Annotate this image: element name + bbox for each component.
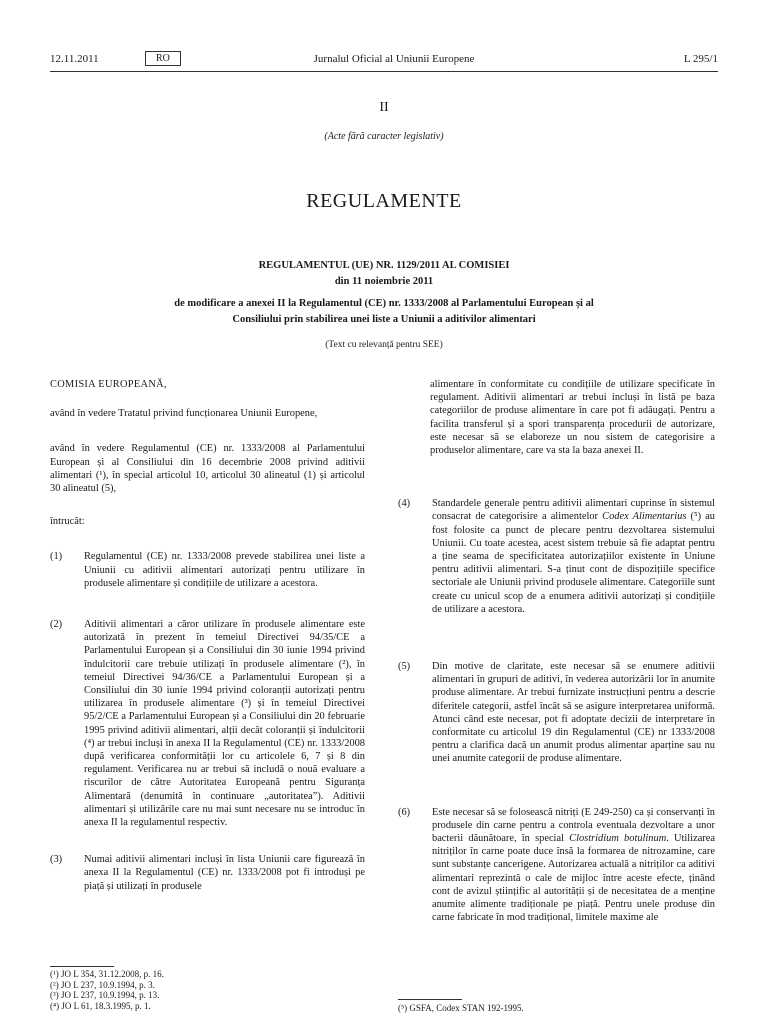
recital-label: (4) — [398, 498, 411, 510]
regulation-title-line4: Consiliului prin stabilirea unei liste a Uniunii a aditivilor alimentari — [232, 314, 536, 325]
recital-label: (5) — [398, 661, 411, 673]
regulation-title-line3: de modificare a anexei II la Regulamentul (CE) nr. 1333/2008 al Parlamentului European și al — [174, 298, 594, 309]
recital-text: Aditivii alimentari a căror utilizare în produsele alimentare este autorizată în prezent în temeiul Directivei 94/35/CE a Parlamentului European și a Consiliului din 30 iunie 1994 privind îndulcitorii care trebuie utilizați în produsele alimentare (²), în temeiul Directivei 94/36/CE a Parlamentului European și a Consiliului din 30 iunie 1994 privind coloranții autorizați pentru utilizarea în produsele alimentare (³) și în temeiul Directivei 95/2/CE a Parlamentului European și a Consiliului din 20 februarie 1995 privind aditivii alimentari, alții decât coloranții și îndulcitorii (⁴) ar trebui incluși în anexa II la Regulamentul (CE) nr. 1333/2008 după verificarea conformității lor cu articolele 6, 7 și 8 din regulament. Verificarea nu ar trebui să includă o nouă evaluare a riscurilor de către Autoritatea Europeană pentru Siguranța Alimentară (denumită în continuare „autoritatea”). Aditivii alimentari și utilizările care nu mai sunt necesare nu se introduc în anexa II la regulamentul respectiv. — [84, 619, 365, 829]
recital-text: Din motive de claritate, este necesar să se enumere aditivii alimentari în grupuri de aditivi, în vederea autorizării lor în anumite produse alimentare. Ar trebui furnizate instrucțiuni pentru a descrie diferitele categorii, astfel încât să se asigure interpretarea uniformă. Atunci când este necesar, pot fi adoptate decizii de interpretare în conformitate cu articolul 19 din Regulamentul (CE) nr 1333/2008 pentru a clarifica dacă un anumit produs alimentar aparține sau nu unei anumite categorii de produse alimentare. — [432, 661, 715, 765]
header-date: 12.11.2011 — [50, 53, 99, 65]
recital-text: Regulamentul (CE) nr. 1333/2008 prevede stabilirea unei liste a Uniunii cu aditivii alimentari autorizați pentru utilizare în produsele alimentare și condițiile de utilizare a acestora. — [84, 551, 365, 589]
recital-label: (6) — [398, 806, 411, 818]
citation-regulation: având în vedere Regulamentul (CE) nr. 1333/2008 al Parlamentului European și al Consiliului din 16 decembrie 2008 privind aditivii alimentari (¹), în special articolul 10, articolul 30 alineatul (1) și articolul 30 alineatul (5), — [50, 443, 365, 495]
codex-italic: Codex Alimentarius — [602, 511, 687, 523]
page-header — [50, 53, 718, 69]
language-badge: RO — [145, 51, 181, 66]
recital-3 — [50, 853, 365, 893]
recital-label: (2) — [50, 619, 63, 631]
footnote: (⁴) JO L 61, 18.3.1995, p. 1. — [50, 1000, 151, 1011]
footnote: (¹) JO L 354, 31.12.2008, p. 16. — [50, 969, 164, 979]
recital-1 — [50, 550, 365, 590]
left-column — [50, 378, 365, 909]
recital-text: Numai aditivii alimentari incluși în lista Uniunii care figurează în anexa II la Regulamentul (CE) nr. 1333/2008 pot fi introduși pe piață și utilizați în produsele — [84, 854, 365, 892]
regulation-title-line1: REGULAMENTUL (UE) NR. 1129/2011 AL COMISIEI — [258, 260, 510, 271]
relevance-note: (Text cu relevanță pentru SEE) — [325, 340, 443, 350]
footnote: (⁵) GSFA, Codex STAN 192-1995. — [398, 1003, 524, 1013]
footnote-rule-left — [50, 966, 114, 967]
citation-treaty: având în vedere Tratatul privind funcționarea Uniunii Europene, — [50, 408, 318, 420]
recital-label: (3) — [50, 854, 63, 866]
recital-4 — [398, 497, 715, 616]
species-italic: Clostridium botulinum — [569, 833, 667, 845]
regulation-title — [50, 258, 718, 328]
footnotes-right — [398, 1003, 524, 1014]
part-subtitle: (Acte fără caracter legislativ) — [324, 131, 444, 142]
recital-text: Este necesar să se folosească nitriți (E 249-250) ca și conservanți în produsele din carne pentru a controla eventuala dezvoltare a unor bacterii dăunătoare, în special Clostridium botulinum. Utilizarea nitriților în carne poate duce însă la formarea de nitrozamine, care sunt substanțe cancerigene. Autorizarea actuală a nitriților ca aditivi alimentari reprezintă o cale de mijloc între aceste efecte, ținând cont de avizul științific al autorității și de necesitatea de a menține anumite alimente tradiționale pe piață. Pentru unele produse din carne fabricate în mod tradițional, limitele maxime ale — [432, 806, 715, 924]
recital-text: Standardele generale pentru aditivii alimentari cuprinse în sistemul consacrat de categorisire a alimentelor Codex Alimentarius (⁵) au fost folosite ca punct de plecare pentru dezvoltarea sistemului Uniunii. Cu toate acestea, acest sistem trebuie să fie adaptat pentru a ține seama de specificitatea autorizațiilor existente în Uniune pentru aditivii alimentari. S-a ținut cont de dispozițiile specifice sectoriale ale Uniunii privind produsele alimentare. Categoriile sunt create cu unicul scop de a enumera aditivii autorizați și condițiile de utilizare a acestora. — [432, 498, 716, 615]
header-rule — [50, 71, 718, 72]
recital-6 — [398, 806, 715, 925]
whereas-label: întrucât: — [50, 516, 85, 528]
footnote: (²) JO L 237, 10.9.1994, p. 3. — [50, 979, 155, 990]
commission-heading: COMISIA EUROPEANĂ, — [50, 379, 167, 390]
section-heading: REGULAMENTE — [306, 190, 462, 212]
journal-title: Jurnalul Oficial al Uniunii Europene — [313, 53, 475, 65]
recital-3-continued: alimentare în conformitate cu condițiile de utilizare specificate în regulament. Aditivii alimentari ar trebui incluși în listă pe baza categoriilor de produse alimentare în care pot fi adăugați. Pentru a facilita transferul și a spori transparența procedurii de autorizare, este necesar să se elaboreze un nou sistem de categorisire a produselor alimentare, care va sta la baza anexei II. — [430, 379, 715, 457]
recital-5 — [398, 660, 715, 766]
part-numeral: II — [379, 100, 389, 115]
page-number: L 295/1 — [683, 53, 718, 65]
footnotes-left — [50, 969, 164, 1011]
footnote: (³) JO L 237, 10.9.1994, p. 13. — [50, 990, 160, 1000]
recital-2 — [50, 618, 365, 829]
recital-label: (1) — [50, 551, 63, 563]
regulation-title-line2: din 11 noiembrie 2011 — [334, 276, 434, 287]
footnote-rule-right — [398, 999, 462, 1000]
right-column — [398, 378, 715, 941]
